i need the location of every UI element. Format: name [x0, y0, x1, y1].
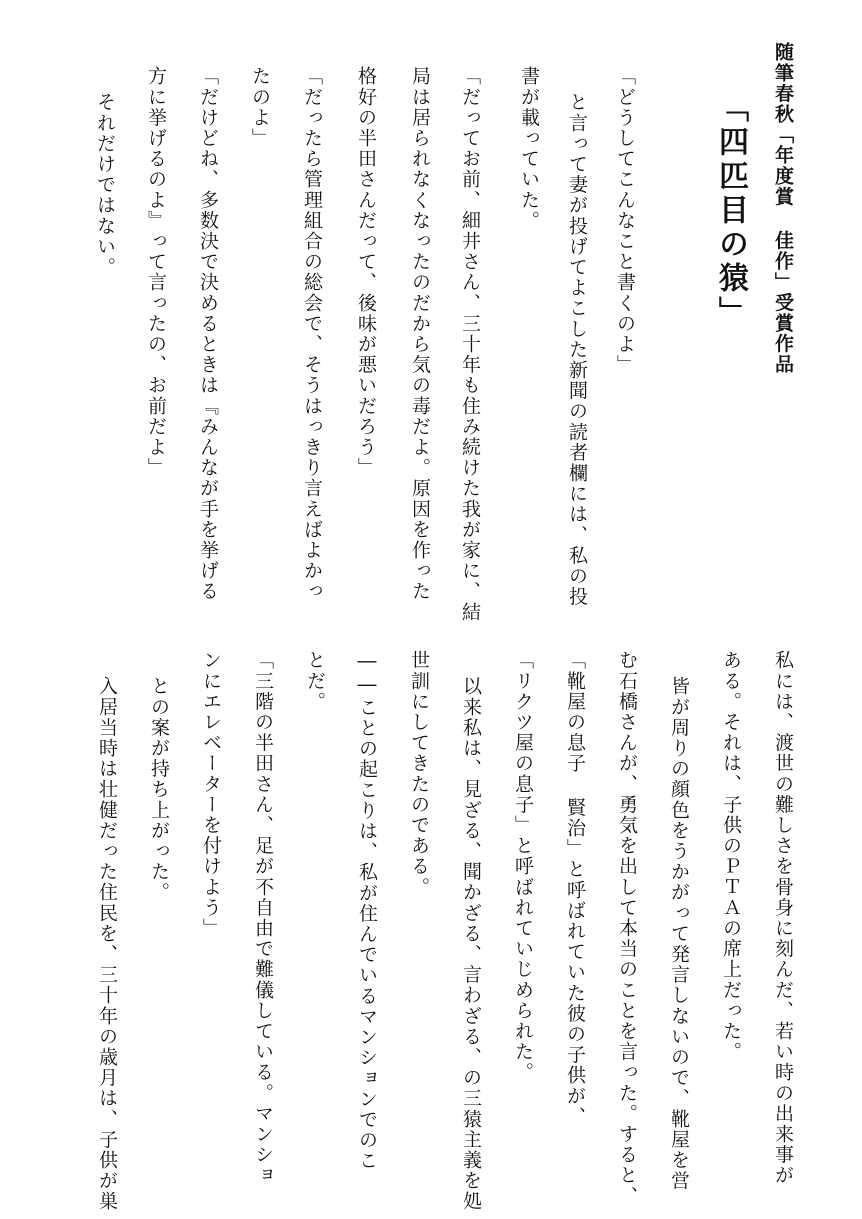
upper-text-column: と言って妻が投げてよこした新聞の読者欄には、私の投 [566, 92, 588, 607]
lower-text-column: ある。それは、子供のＰＴＡの席上だった。 [720, 650, 742, 1062]
lower-text-column: ンにエレベーターを付けよう」 [200, 650, 222, 939]
lower-text-column: 以来私は、見ざる、聞かざる、言わざる、の三猿主義を処 [460, 676, 482, 1212]
upper-text-column: 「どうしてこんなこと書くのよ」 [614, 66, 636, 375]
upper-text-column: 書が載っていた。 [518, 66, 540, 231]
lower-text-column: む石橋さんが、勇気を出して本当のことを言った。すると、 [616, 650, 638, 1207]
lower-text-column: 「三階の半田さん、足が不自由で難儀している。マンショ [252, 650, 274, 1186]
upper-text-column: 「だけどね、多数決で決めるときは『みんなが手を挙げる [197, 66, 219, 602]
essay-title: 「四匹目の猿」 [713, 92, 748, 330]
upper-text-column: 格好の半田さんだって、後味が悪いだろう」 [355, 66, 377, 478]
lower-text-column: ――ことの起こりは、私が住んでいるマンションでのこ [356, 650, 378, 1171]
upper-text-column: それだけではない。 [94, 92, 116, 278]
lower-text-column: 「靴屋の息子 賢治」と呼ばれていた彼の子供が、 [564, 650, 586, 1127]
lower-text-column: との案が持ち上がった。 [148, 676, 170, 903]
lower-text-column: 世訓にしてきたのである。 [408, 650, 430, 898]
upper-text-column: たのよ」 [249, 66, 271, 149]
lower-text-column: 私には、渡世の難しさを骨身に刻んだ、若い時の出来事が [772, 650, 794, 1186]
upper-text-column: 「だったら管理組合の総会で、そうはっきり言えばよかっ [301, 66, 323, 602]
upper-text-column: 方に挙げるのよ』って言ったの、お前だよ」 [145, 66, 167, 478]
lower-text-column: とだ。 [304, 650, 326, 712]
lower-text-column: 「リクツ屋の息子」と呼ばれていじめられた。 [512, 650, 534, 1083]
upper-text-column: 「だってお前、細井さん、三十年も住み続けた我が家に、結 [459, 66, 481, 623]
award-heading: 随筆春秋「年度賞 佳作」受賞作品 [772, 42, 794, 375]
lower-text-column: 皆が周りの顔色をうかがって発言しないので、靴屋を営 [668, 676, 690, 1191]
upper-text-column: 局は居られなくなったのだから気の毒だよ。原因を作った [409, 66, 431, 602]
lower-text-column: 入居当時は壮健だった住民を、三十年の歳月は、子供が巣 [96, 676, 118, 1212]
